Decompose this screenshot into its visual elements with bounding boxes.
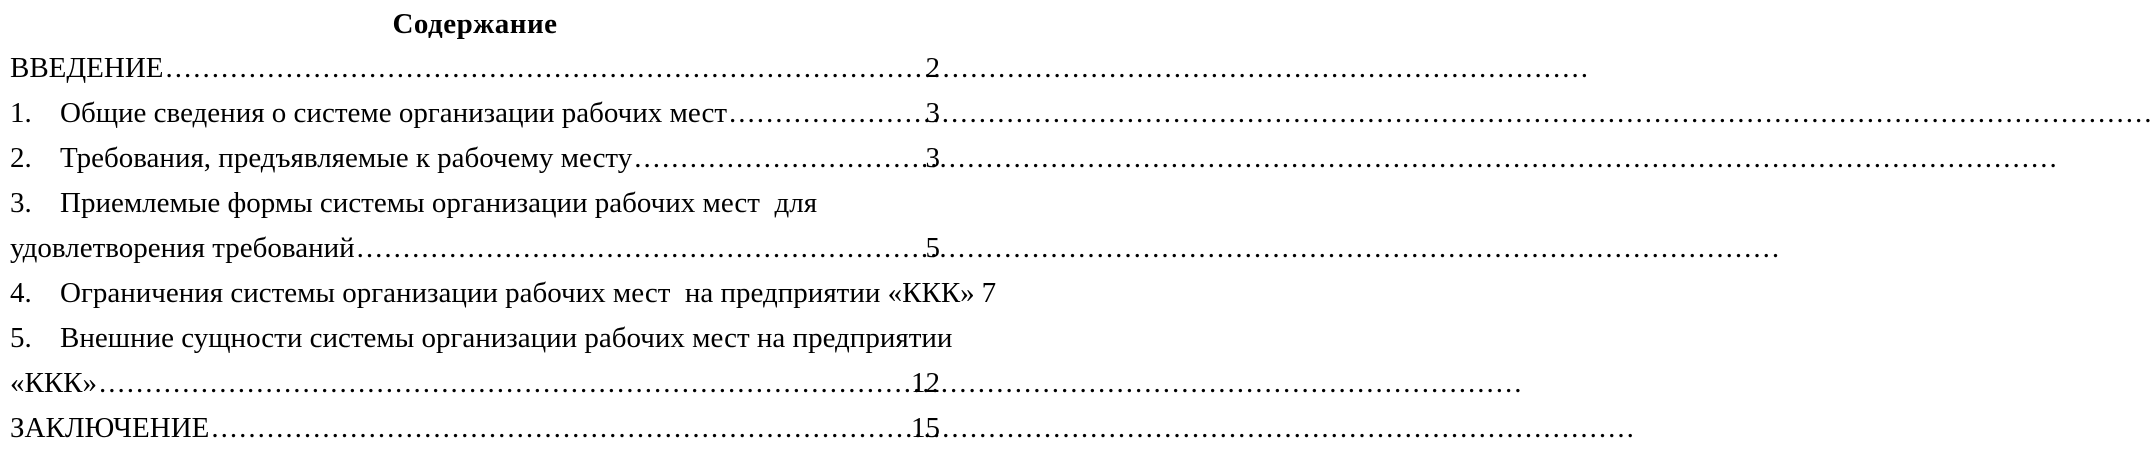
toc-page-number: 5 (925, 232, 940, 264)
toc-entry-3-line2[interactable] (10, 226, 940, 271)
toc-dot-leader (634, 136, 920, 181)
toc-entry-text: Требования, предъявляемые к рабочему месту (60, 142, 633, 174)
toc-entry-text: ВВЕДЕНИЕ (10, 52, 164, 84)
toc-entry-text: «ККК» (10, 367, 98, 399)
toc-entry-number: 2. (10, 142, 32, 174)
toc-entry-4[interactable] (10, 271, 997, 316)
toc-dot-leader (357, 226, 921, 271)
toc-page-number: 3 (925, 97, 940, 129)
toc-page-number: 12 (911, 367, 940, 399)
toc-entry-5-line2[interactable] (10, 361, 940, 406)
toc-entry-number: 4. (10, 277, 32, 309)
toc-entry-text: Общие сведения о системе организации рабочих мест (60, 97, 727, 129)
toc-page-number: 3 (925, 142, 940, 174)
toc-title: Содержание (392, 8, 558, 40)
toc-page-number: 2 (925, 52, 940, 84)
toc-entry-text: Ограничения системы организации рабочих мест на предприятии «ККК» (60, 277, 975, 309)
toc-dot-leader (99, 361, 906, 406)
toc-entry-introduction[interactable] (10, 46, 940, 91)
toc-entry-1[interactable] (10, 91, 940, 136)
toc-page-number: 7 (981, 277, 997, 309)
toc-entry-conclusion[interactable] (10, 406, 940, 451)
toc-entry-text: ЗАКЛЮЧЕНИЕ (10, 412, 210, 444)
toc-dot-leader (211, 406, 906, 451)
toc-entry-number: 5. (10, 322, 32, 354)
toc-entry-text: Внешние сущности системы организации рабочих мест на предприятии (60, 322, 953, 354)
toc-entry-text: удовлетворения требований (10, 232, 355, 264)
toc-entry-2[interactable] (10, 136, 940, 181)
toc-entry-number: 3. (10, 187, 32, 219)
toc-dot-leader (166, 46, 921, 91)
toc-entry-text: Приемлемые формы системы организации рабочих мест для (60, 187, 818, 219)
toc-entry-5-line1[interactable] (10, 316, 953, 361)
toc-dot-leader (729, 91, 921, 136)
toc-entry-number: 1. (10, 97, 32, 129)
toc-entry-3-line1[interactable] (10, 181, 940, 226)
document-page (0, 0, 997, 463)
toc-page-number: 15 (911, 412, 940, 444)
